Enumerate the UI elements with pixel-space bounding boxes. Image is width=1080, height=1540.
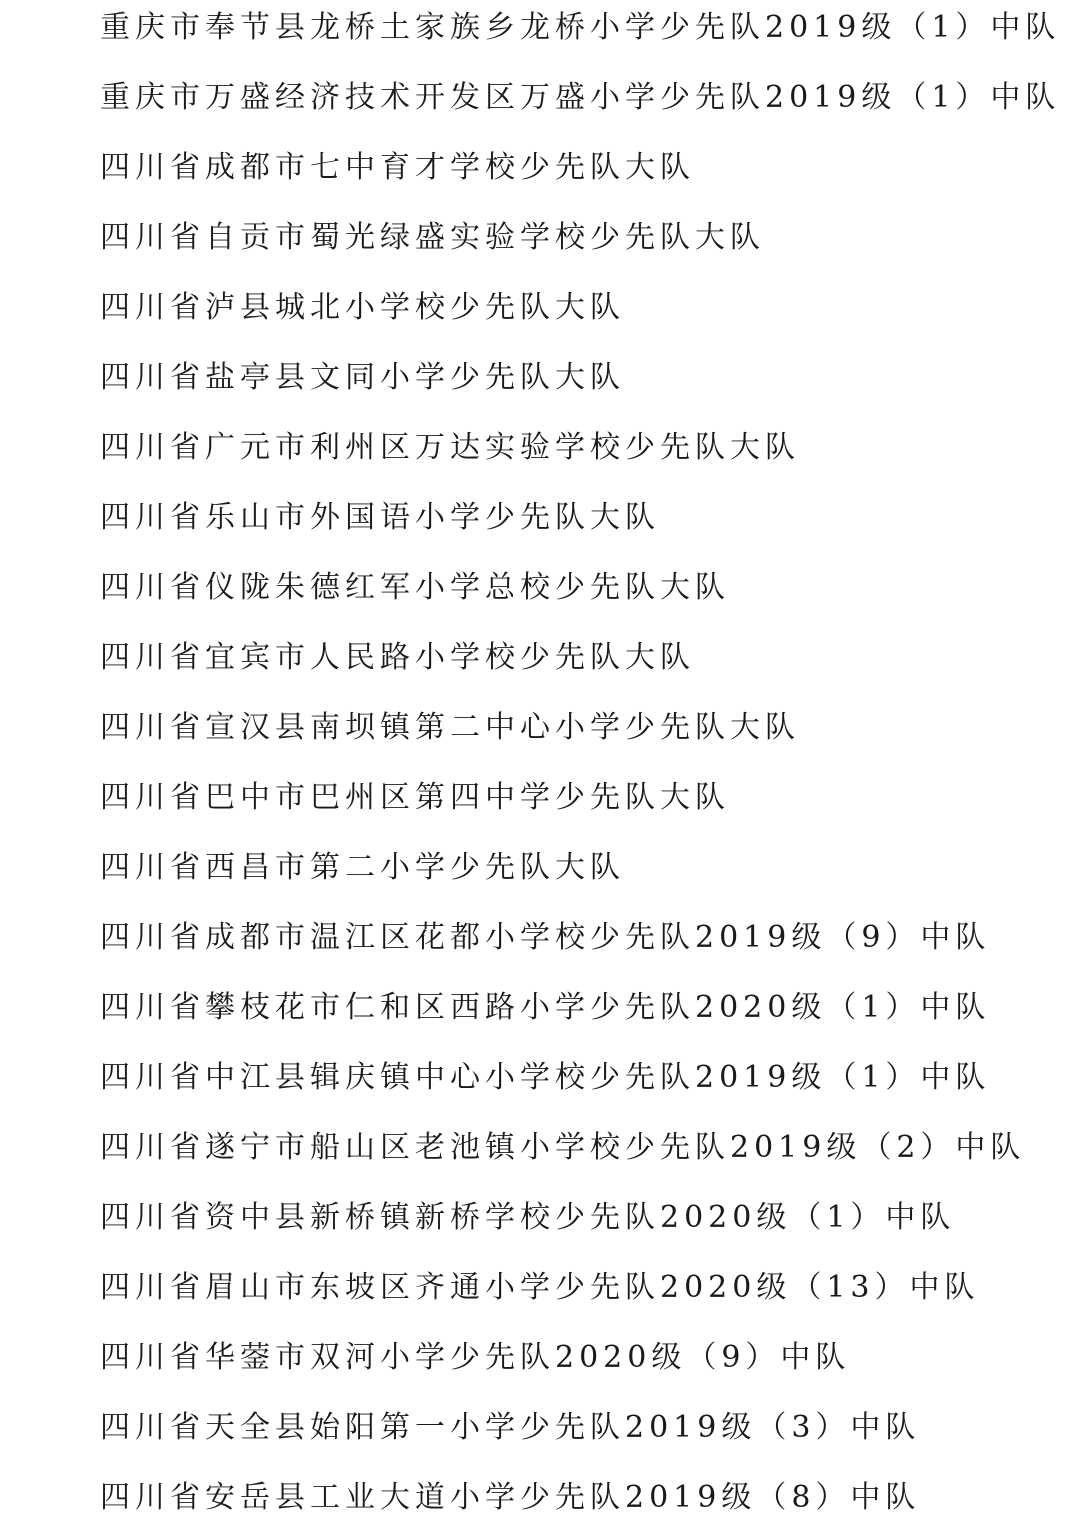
list-item: 四川省眉山市东坡区齐通小学少先队2020级（13）中队 — [100, 1270, 980, 1305]
list-item: 四川省中江县辑庆镇中心小学校少先队2019级（1）中队 — [100, 1060, 991, 1095]
list-item: 四川省巴中市巴州区第四中学少先队大队 — [100, 780, 730, 815]
list-item: 四川省西昌市第二小学少先队大队 — [100, 850, 625, 885]
list-item: 四川省安岳县工业大道小学少先队2019级（8）中队 — [100, 1480, 921, 1515]
list-item: 四川省成都市温江区花都小学校少先队2019级（9）中队 — [100, 920, 991, 955]
list-item: 四川省乐山市外国语小学少先队大队 — [100, 500, 660, 535]
list-item: 四川省宜宾市人民路小学校少先队大队 — [100, 640, 695, 675]
list-item: 四川省泸县城北小学校少先队大队 — [100, 290, 625, 325]
list-item: 四川省广元市利州区万达实验学校少先队大队 — [100, 430, 800, 465]
list-item: 四川省自贡市蜀光绿盛实验学校少先队大队 — [100, 220, 765, 255]
list-item: 四川省华蓥市双河小学少先队2020级（9）中队 — [100, 1340, 851, 1375]
list-item: 重庆市万盛经济技术开发区万盛小学少先队2019级（1）中队 — [100, 80, 1061, 115]
list-item: 四川省成都市七中育才学校少先队大队 — [100, 150, 695, 185]
list-item: 四川省宣汉县南坝镇第二中心小学少先队大队 — [100, 710, 800, 745]
list-item: 四川省遂宁市船山区老池镇小学校少先队2019级（2）中队 — [100, 1130, 1026, 1165]
list-item: 四川省资中县新桥镇新桥学校少先队2020级（1）中队 — [100, 1200, 956, 1235]
list-item: 四川省攀枝花市仁和区西路小学少先队2020级（1）中队 — [100, 990, 991, 1025]
list-item: 重庆市奉节县龙桥土家族乡龙桥小学少先队2019级（1）中队 — [100, 10, 1061, 45]
list-item: 四川省仪陇朱德红军小学总校少先队大队 — [100, 570, 730, 605]
list-item: 四川省盐亭县文同小学少先队大队 — [100, 360, 625, 395]
honor-list — [100, 0, 1080, 1540]
list-item: 四川省天全县始阳第一小学少先队2019级（3）中队 — [100, 1410, 921, 1445]
